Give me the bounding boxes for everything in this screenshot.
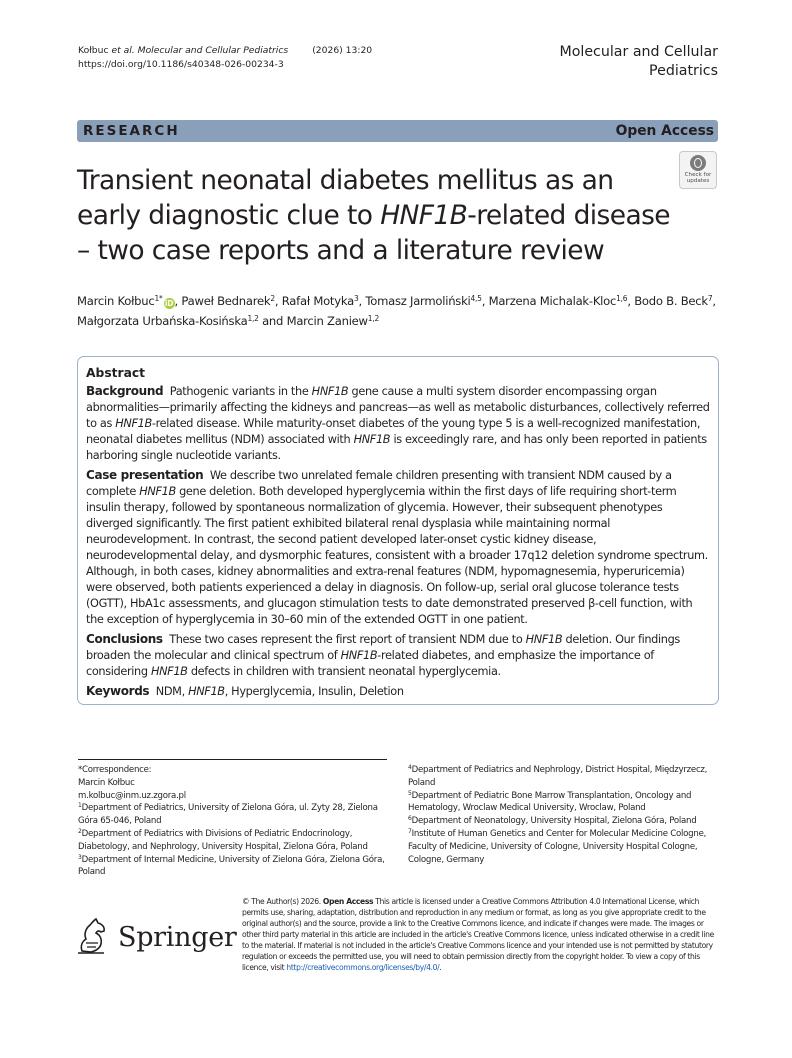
check-for-updates-button[interactable] <box>679 151 717 189</box>
article-type-label: RESEARCH <box>83 123 180 139</box>
title-part1: Transient neonatal diabetes mellitus as an early diagnostic clue to <box>77 165 614 231</box>
abstract-case-presentation: Case presentation We describe two unrelated female children presenting with transient NDM caused by a complete HNF1B gene deletion. Both developed hyperglycemia within the first days of life requiring short-term insulin therapy, followed by spontaneous normalization of glycemia. However, their subsequent phenotypes diverged significantly. The first patient exhibited bilateral renal dysplasia while maintaining normal neurodevelopment. In contrast, the second patient developed later-onset cystic kidney disease, neurodevelopmental delay, and dysmorphic features, consistent with a broader 17q12 deletion syndrome spectrum. Although, in both cases, kidney abnormalities and extra-renal features (NDM, hypomagnesemia, hyperuricemia) were observed, both patients experienced a delay in diagnosis. On follow-up, serial oral glucose tolerance tests (OGTT), HbA1c assessments, and glucagon stimulation tests to date demonstrated preserved β-cell function, with the exception of hyperglycemia in 30–60 min of the extended OGTT in one patient. <box>86 468 708 626</box>
affiliation-6: $^6$Department of Neonatology, University Hospital, Zielona Góra, Poland <box>408 815 697 827</box>
author[interactable]: Marcin Kołbuc$^{1*}$ <box>77 294 163 308</box>
author[interactable]: Rafał Motyka$^3$ <box>281 294 359 308</box>
publisher-logo <box>74 913 237 959</box>
open-access-label: Open Access <box>615 123 714 139</box>
journal-name-line1: Molecular and Cellular <box>559 44 718 60</box>
correspondence-label: *Correspondence: <box>78 765 152 775</box>
case-label: Case presentation <box>86 468 204 482</box>
abstract-background: Background Pathogenic variants in the HNF1B gene cause a multi system disorder encompassing organ abnormalities—primarily affecting the kidneys and pancreas—as well as metabolic disturbances, collectively referred to as HNF1B-related disease. While maturity-onset diabetes of the young type 5 is a well-recognized manifestation, neonatal diabetes mellitus (NDM) associated with HNF1B is exceedingly rare, and has only been reported in patients harboring single nucleotide variants. <box>86 384 710 462</box>
author[interactable]: Paweł Bednarek$^2$ <box>181 294 275 308</box>
author-list: Marcin Kołbuc$^{1*}$iD, Paweł Bednarek$^2$, Rafał Motyka$^3$, Tomasz Jarmoliński$^{4,5}$, Marzena Michalak-Kloc$^{1,6}$, Bodo B. Beck$^7$, Małgorzata Urbańska-Kosińska$^{1,2}$ and Marcin Zaniew$^{1,2}$ <box>77 294 716 328</box>
abstract-keywords: Keywords NDM, HNF1B, Hyperglycemia, Insulin, Deletion <box>86 684 404 698</box>
abstract-conclusions: Conclusions These two cases represent the first report of transient NDM due to HNF1B deletion. Our findings broaden the molecular and clinical spectrum of HNF1B-related diabetes, and emphasize the importance of considering HNF1B defects in children with transient neonatal hyperglycemia. <box>86 632 680 678</box>
affiliation-7: $^7$Institute of Human Genetics and Center for Molecular Medicine Cologne, Faculty of Medicine, University of Cologne, University Hospital Cologne, Cologne, Germany <box>408 827 707 865</box>
author[interactable]: Tomasz Jarmoliński$^{4,5}$ <box>365 294 482 308</box>
journal-name-line2: Pediatrics <box>649 63 718 79</box>
citation-line <box>78 44 372 58</box>
footnote-divider <box>78 759 387 760</box>
check-for-updates-icon <box>690 155 706 171</box>
license-body: This article is licensed under a Creative Commons Attribution 4.0 International License, which permits use, sharing, adaptation, distribution and reproduction in any medium or format, as long as you give appropriate credit to the original author(s) and the source, provide a link to the Creative Commons licence, and indicate if changes were made. The images or other third party material in this article are included in the article's Creative Commons licence, unless indicated otherwise in a credit line to the material. If material is not included in the article's Creative Commons licence and your intended use is not permitted by statutory regulation or exceeds the permitted use, you will need to obtain permission directly from the copyright holder. To view a copy of this licence, visit <box>242 897 714 972</box>
keywords-label: Keywords <box>86 684 150 698</box>
author[interactable]: Marcin Zaniew$^{1,2}$ <box>286 314 379 328</box>
affiliation-2: $^2$Department of Pediatrics with Divisions of Pediatric Endocrinology, Diabetology, and Nephrology, University Hospital, Zielona Góra, Poland <box>78 827 368 852</box>
title-part2: -related disease – two case reports and a literature review <box>77 200 671 266</box>
license-link[interactable]: http://creativecommons.org/licenses/by/4.0/ <box>286 963 440 972</box>
background-label: Background <box>86 384 164 398</box>
orcid-icon[interactable]: iD <box>164 299 174 308</box>
running-header <box>78 44 372 71</box>
springer-horse-icon <box>74 917 110 955</box>
article-title <box>77 163 677 268</box>
abstract-box <box>77 356 719 705</box>
copyright: © The Author(s) 2026. <box>242 897 321 906</box>
correspondence-email[interactable]: m.kolbuc@inm.uz.zgora.pl <box>78 790 186 801</box>
author[interactable]: Bodo B. Beck$^7$ <box>634 294 713 308</box>
header-year: (2026) 13:20 <box>312 45 373 56</box>
check-for-updates-line1: Check for <box>684 172 712 178</box>
author[interactable]: Marzena Michalak-Kloc$^{1,6}$ <box>488 294 628 308</box>
article-type-bar <box>77 120 718 142</box>
affiliation-3: $^3$Department of Internal Medicine, University of Zielona Góra, Zielona Góra, Poland <box>78 853 385 878</box>
footnotes-left <box>78 764 387 879</box>
header-journal: et al. Molecular and Cellular Pediatrics <box>111 45 289 56</box>
license-open-access: Open Access <box>322 897 374 906</box>
doi-link[interactable]: https://doi.org/10.1186/s40348-026-00234-3 <box>78 58 284 70</box>
journal-name <box>559 43 718 81</box>
header-author: Kołbuc <box>78 45 109 56</box>
conclusions-label: Conclusions <box>86 632 163 646</box>
check-for-updates-line2: updates <box>686 178 710 184</box>
author-join: and <box>262 314 284 328</box>
affiliation-4: $^4$Department of Pediatrics and Nephrology, District Hospital, Międzyrzecz, Poland <box>408 764 708 788</box>
author[interactable]: Małgorzata Urbańska-Kosińska$^{1,2}$ <box>77 314 259 328</box>
title-gene: HNF1B <box>380 200 468 231</box>
license-text: © The Author(s) 2026. Open Access This article is licensed under a Creative Commons Attribution 4.0 International License, which permits use, sharing, adaptation, distribution and reproduction in any medium or format, as long as you give appropriate credit to the original author(s) and the source, provide a link to the Creative Commons licence, and indicate if changes were made. The images or other third party material in this article are included in the article's Creative Commons licence, unless indicated otherwise in a credit line to the material. If material is not included in the article's Creative Commons licence and your intended use is not permitted by statutory regulation or exceeds the permitted use, you will need to obtain permission directly from the copyright holder. To view a copy of this licence, visit http://creativecommons.org/licenses/by/4.0/. <box>242 897 714 972</box>
correspondence-name: Marcin Kołbuc <box>78 777 135 788</box>
affiliation-1: $^1$Department of Pediatrics, University of Zielona Góra, ul. Zyty 28, Zielona Góra 65-046, Poland <box>78 802 378 827</box>
publisher-name: Springer <box>118 922 237 953</box>
footnotes-right <box>408 764 718 866</box>
abstract-heading: Abstract <box>86 366 146 380</box>
affiliation-5: $^5$Department of Pediatric Bone Marrow Transplantation, Oncology and Hematology, Wroclaw Medical University, Wroclaw, Poland <box>408 789 692 814</box>
